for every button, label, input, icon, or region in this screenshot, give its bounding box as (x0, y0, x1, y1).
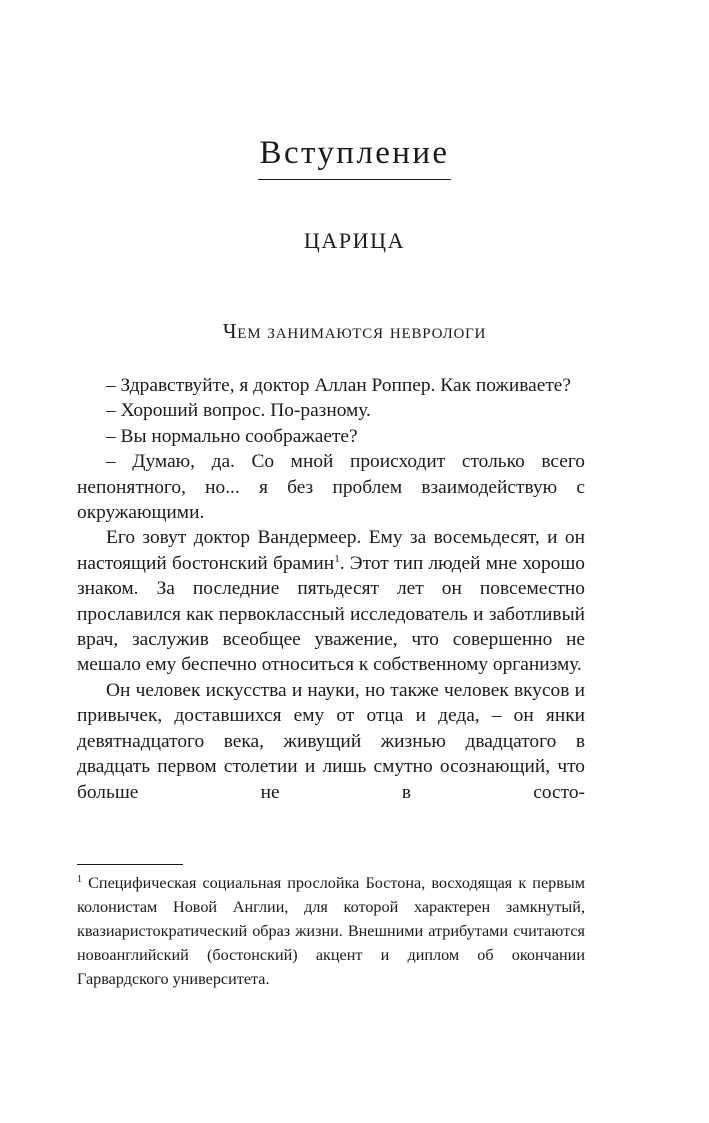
footnote-reference[interactable]: 1 (334, 552, 340, 565)
dialogue-line: – Думаю, да. Со мной происходит столько всего непонятного, но... я без проблем взаимодействую с окружающими. (77, 451, 585, 524)
part-title (0, 133, 709, 180)
section-title: Чем занимаются неврологи (222, 319, 487, 343)
footnote-marker: 1 (77, 874, 82, 885)
dialogue-line: – Хороший вопрос. По-разному. (106, 400, 371, 422)
body-text (77, 373, 585, 805)
footnote-text: Специфическая социальная прослойка Бостона, восходящая к первым колонистам Новой Англии, для которой характерен замкнутый, квазиаристократический образ жизни. Внешними атрибутами считаются новоанглийский (бостонский) акцент и диплом об окончании Гарвардского университета. (77, 874, 586, 988)
paragraph-text: Его зовут доктор Вандермеер. Ему за восемьдесят, и он настоящий бостонский брамин (77, 527, 585, 574)
part-title-text: Вступление (258, 133, 452, 180)
dialogue-line: – Здравствуйте, я доктор Аллан Роппер. Как поживаете? (106, 375, 572, 396)
paragraph-text: . Этот тип людей мне хорошо знаком. За последние пятьдесят лет он повсеместно прославился как первоклассный исследователь и заботливый врач, заслужив всеобщее уважение, что совершенно не мешало ему беспечно относиться к собственному организму. (77, 552, 585, 676)
paragraph (77, 525, 585, 677)
footnote (77, 871, 585, 991)
dialogue-line: – Вы нормально соображаете? (106, 425, 358, 447)
footnote-divider (77, 864, 183, 865)
paragraph: Он человек искусства и науки, но также человек вкусов и привычек, доставшихся ему от отца и деда, – он янки девятнадцатого века, живущий жизнью двадцатого в двадцать первом столетии и лишь смутно осознающий, что больше не в состо- (77, 679, 585, 803)
chapter-title: ЦАРИЦА (303, 228, 406, 253)
